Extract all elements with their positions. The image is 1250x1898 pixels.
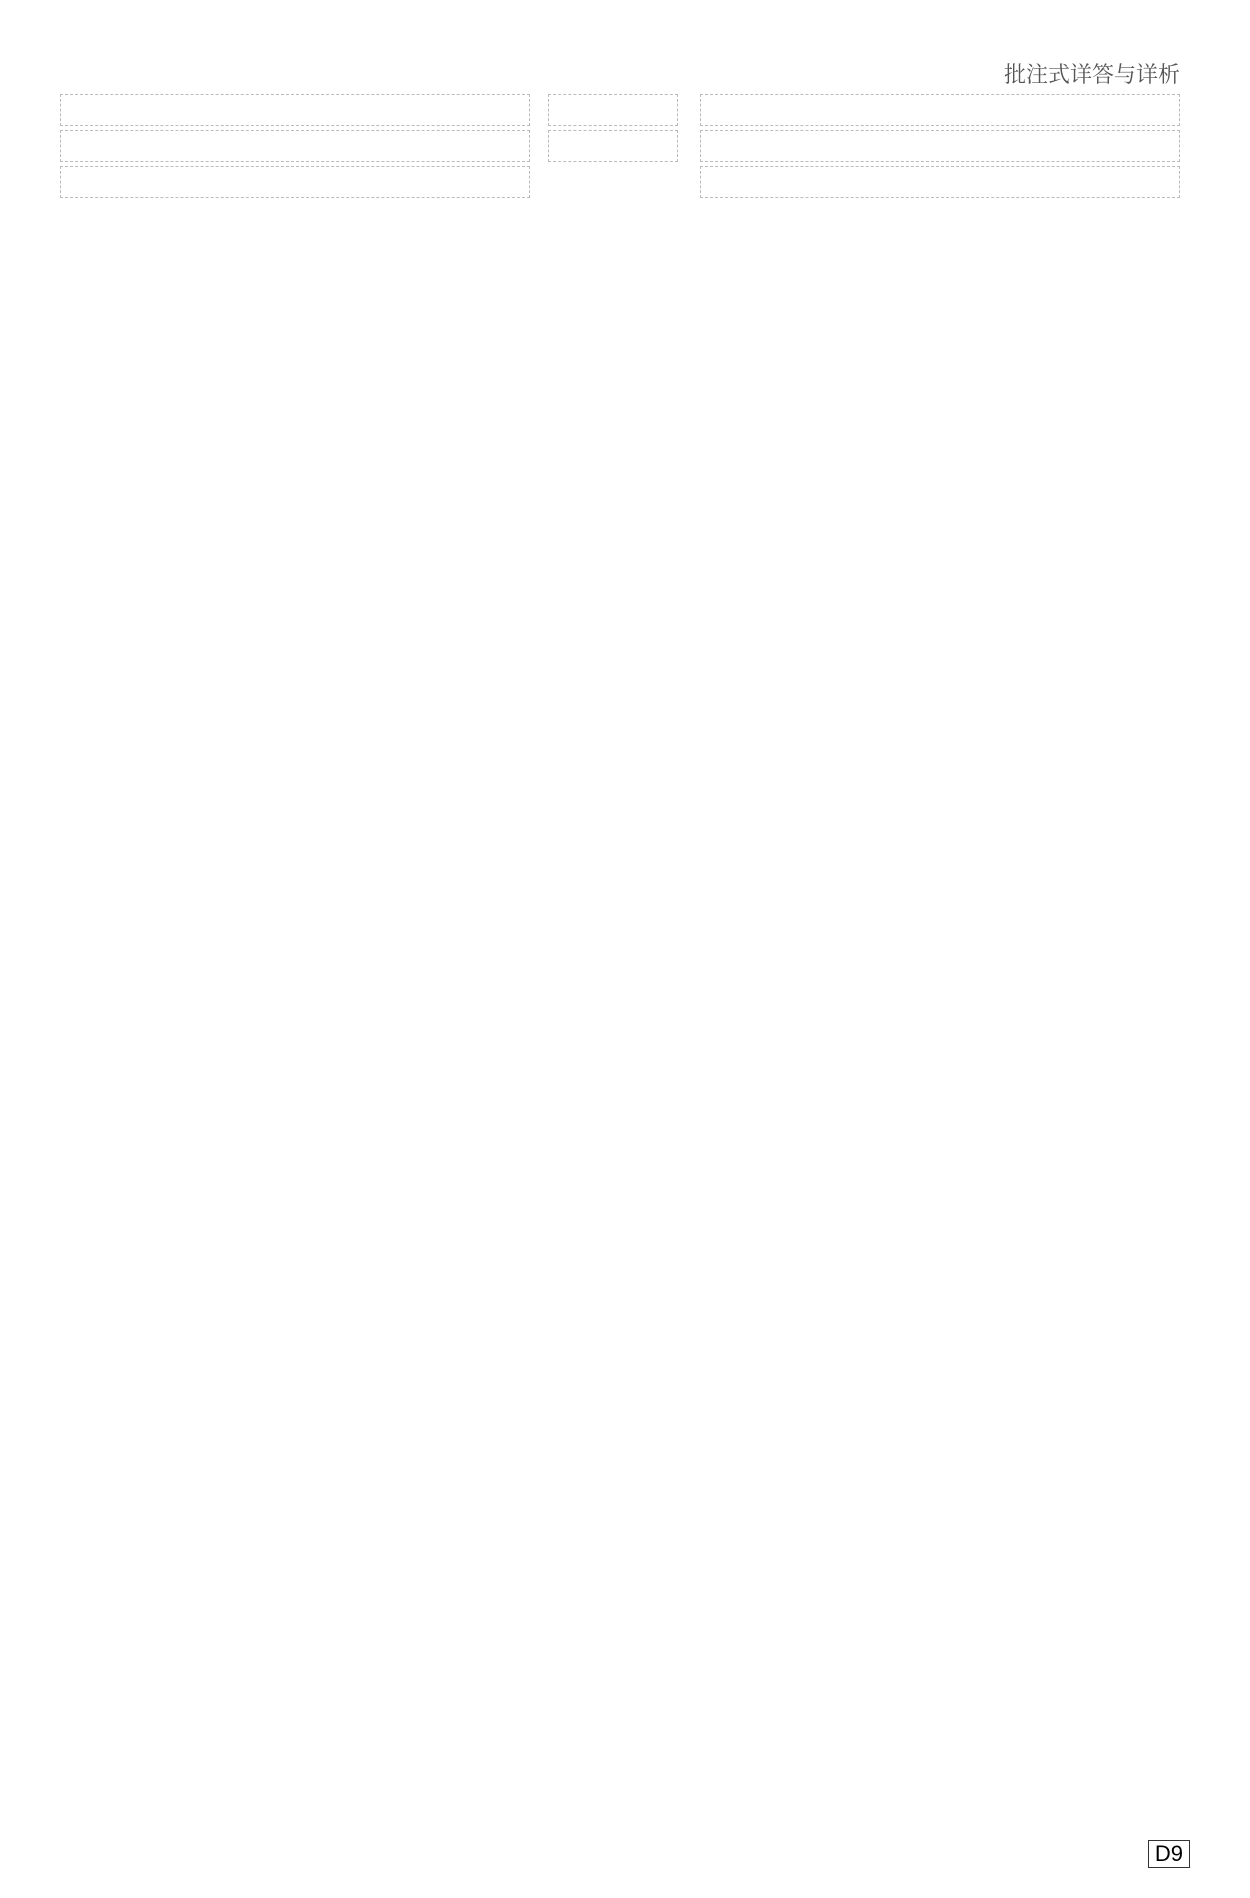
line-slot xyxy=(700,94,1180,126)
line-slot xyxy=(60,94,530,126)
page-number: D9 xyxy=(1148,1840,1190,1868)
line-slot xyxy=(60,166,530,198)
line-slot xyxy=(700,130,1180,162)
header: 批注式详答与详析 xyxy=(1003,62,1180,87)
note-slot xyxy=(548,130,678,162)
margin-notes xyxy=(548,90,678,166)
line-slot xyxy=(700,166,1180,198)
left-column xyxy=(60,90,530,202)
right-column xyxy=(700,90,1180,202)
note-slot xyxy=(548,94,678,126)
line-slot xyxy=(60,130,530,162)
